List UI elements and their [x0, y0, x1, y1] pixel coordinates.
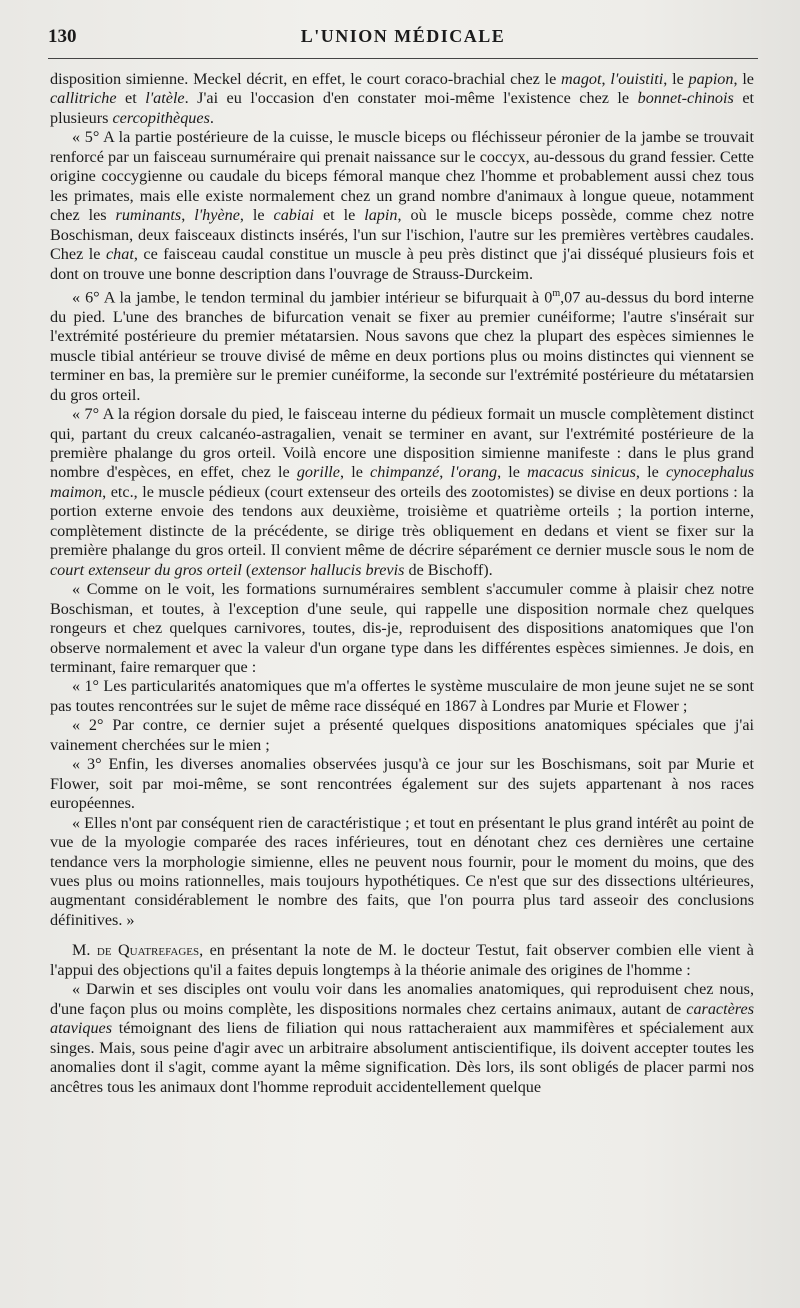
text-run: « Elles n'ont par conséquent rien de caractéristique ; et tout en présentant le plus grand intérêt au point de vue de la myologie comparée des races inférieures, tout en dénotant chez ces dernières une certaine tendance vers la morphologie simienne, elles ne peuvent nous fournir, pour le moment du moins, que des vues plus ou moins rationnelles, mais toujours hypothétiques. Ce n'est que sur des dissections ultérieures, augmentant considérablement le nombre des faits, que l'on pourra plus tard asseoir des conclusions définitives. »	[50, 813, 754, 929]
paragraph	[50, 755, 754, 813]
text-run: « 6° A la jambe, le tendon terminal du jambier intérieur se bifurquait à 0	[72, 288, 553, 307]
italic-text: extensor hallucis brevis	[251, 560, 405, 579]
italic-text: cercopithèques	[112, 108, 210, 127]
text-run: « Comme on le voit, les formations surnuméraires semblent s'accumuler comme à plaisir chez notre Boschisman, et toutes, à l'exception d'une seule, qui rappelle une disposition normale chez quelques rongeurs et chez quelques carnivores, toutes, dis-je, reproduisent des dispositions anatomiques que l'on observe normalement et avec la valeur d'un organe type dans les différentes espèces simiennes. Je dois, en terminant, faire remarquer que :	[50, 580, 754, 676]
text-run: « 2° Par contre, ce dernier sujet a présenté quelques dispositions anatomiques spéciales que j'ai vainement cherchées sur le mien ;	[50, 716, 754, 754]
text-run: , le	[733, 70, 754, 88]
running-title: L'UNION MÉDICALE	[300, 26, 506, 46]
text-run: « 7° A la région dorsale du pied, le faisceau interne du pédieux formait un muscle complètement distinct qui, partant du creux calcanéo-astragalien, venait se terminer en avant, sur l'extrémité postérieure de la première phalange du gros orteil. Voilà encore une disposition simienne manifeste : dans le plus grand nombre d'espèces, en effet, chez le	[50, 405, 754, 482]
page-header	[48, 26, 758, 52]
text-run: et le	[314, 206, 365, 225]
text-run: disposition simienne. Meckel décrit, en effet, le court coraco-brachial chez le	[50, 70, 562, 88]
text-run: .	[209, 108, 214, 127]
text-run: ,	[439, 463, 451, 482]
text-run: , etc., le muscle pédieux (court extenseur des orteils des zootomistes) se divise en deux portions : la portion externe envoie des tendons aux deuxième, troisième et quatrième orteils ; la portion interne, complètement distincte de la précédente, se dirige très obliquement en dedans et vient se fixer sur la première phalange du gros orteil. Il convient même de décrire séparément ce dernier muscle sous le nom de	[50, 482, 754, 560]
header-rule	[48, 58, 758, 59]
paragraph	[50, 284, 754, 405]
paragraph	[50, 405, 754, 580]
italic-text: l'ouistiti	[610, 70, 664, 88]
text-run: , ce faisceau caudal constitue un muscle à peu près distinct que j'ai disséqué plusieurs fois et dont on trouve une bonne description dans l'ouvrage de Strauss-Durckeim.	[50, 245, 754, 283]
paragraph	[50, 980, 754, 1097]
paragraph	[50, 814, 754, 931]
italic-text: cynocephalus maimon	[50, 463, 755, 501]
paragraph	[50, 677, 754, 716]
text-run: , le	[497, 463, 528, 482]
text-run: , le	[635, 463, 666, 482]
paragraph	[50, 941, 754, 980]
text-run: « 5° A la partie postérieure de la cuisse, le muscle biceps ou fléchisseur péronier de la jambe se trouvait renforcé par un faisceau surnuméraire qui prenait naissance sur le coccyx, au-dessous du grand fessier. Cette origine coccygienne ou caudale du biceps fémoral manque chez l'homme et probablement aussi chez tous les primates, mais elle existe normalement chez un grand nombre d'animaux à longue queue, notamment chez les	[50, 128, 754, 225]
text-run: , en présentant la note de M. le docteur Testut, fait observer combien elle vient à l'appui des objections qu'il a faites depuis longtemps à la théorie animale des origines de l'homme :	[50, 941, 754, 979]
text-run: , le	[340, 463, 371, 482]
text-run: ,	[601, 70, 611, 88]
text-run: (	[241, 560, 252, 579]
italic-text: callitriche	[50, 89, 117, 108]
text-run: et	[116, 89, 146, 108]
page-number: 130	[48, 26, 77, 47]
italic-text: macacus sinicus	[527, 463, 636, 482]
italic-text: gorille	[296, 463, 340, 482]
italic-text: lapin	[364, 206, 398, 225]
text-run: , où le muscle biceps possède, comme chez notre Boschisman, deux faisceaux distincts insérés, l'un sur l'ischion, l'autre sur les premières vertèbres caudales. Chez le	[50, 206, 755, 264]
italic-text: l'hyène	[194, 206, 240, 225]
body-text	[50, 70, 754, 1097]
text-run: « 3° Enfin, les diverses anomalies observées jusqu'à ce jour sur les Boschismans, soit par Murie et Flower, soit par moi-même, se sont rencontrées également sur des sujets appartenant à nos races européennes.	[50, 755, 754, 813]
paragraph	[50, 580, 754, 677]
text-run: . J'ai eu l'occasion d'en constater moi-même l'existence chez le	[184, 89, 638, 108]
text-run: de Bischoff).	[404, 560, 493, 579]
paragraph	[50, 70, 754, 128]
text-run: M.	[72, 941, 97, 960]
paragraph	[50, 128, 754, 284]
text-run: , le	[239, 206, 274, 225]
text-run: « Darwin et ses disciples ont voulu voir dans les anomalies anatomiques, qui reproduisent chez nous, d'une façon plus ou moins complète, les dispositions normales chez certains animaux, autant de	[50, 980, 754, 1018]
italic-text: caractères ataviques	[50, 999, 754, 1038]
text-run: témoignant des liens de filiation qui nous rattacheraient aux mammifères et spécialement aux singes. Mais, sous peine d'agir avec un arbitraire absolument antiscientifique, ils doivent accepter toutes les anomalies dont il s'agit, comme ayant la même signification. Dès lors, ils sont obligés de placer parmi nos ancêtres tous les animaux dont l'homme reproduit accidentellement quelque	[50, 1019, 754, 1096]
italic-text: l'orang	[450, 463, 498, 482]
text-run: et plusieurs	[50, 89, 755, 127]
paragraph	[50, 716, 754, 755]
italic-text: chat	[105, 245, 134, 264]
italic-text: bonnet-chinois	[637, 89, 734, 108]
italic-text: court extenseur du gros orteil	[50, 560, 242, 579]
text-run: « 1° Les particularités anatomiques que m'a offertes le système musculaire de mon jeune sujet ne se sont pas toutes rencontrées sur le sujet de même race disséqué en 1867 à Londres par Murie et Flower ;	[50, 677, 754, 715]
italic-text: magot	[561, 70, 602, 88]
italic-text: l'atèle	[145, 89, 185, 108]
italic-text: ruminants	[115, 206, 182, 225]
text-run: ,	[181, 206, 195, 225]
italic-text: papion	[688, 70, 734, 88]
text-run: , le	[663, 70, 689, 88]
superscript-text: m	[552, 287, 561, 299]
small-caps-name: de Quatrefages	[96, 941, 200, 960]
text-run: ,07 au-dessus du bord interne du pied. L'une des branches de bifurcation venait se fixer au premier cunéiforme; l'autre s'insérait sur l'extrémité postérieure du premier métatarsien. Nous savons que chez la plupart des espèces simiennes le muscle tibial antérieur se trouve divisé de même en deux portions plus ou moins distinctes qui viennent se terminer en bas, la première sur le premier cunéiforme, la seconde sur l'extrémité postérieure du métatarsien du gros orteil.	[50, 288, 754, 404]
italic-text: chimpanzé	[370, 463, 440, 482]
italic-text: cabiai	[273, 206, 314, 225]
